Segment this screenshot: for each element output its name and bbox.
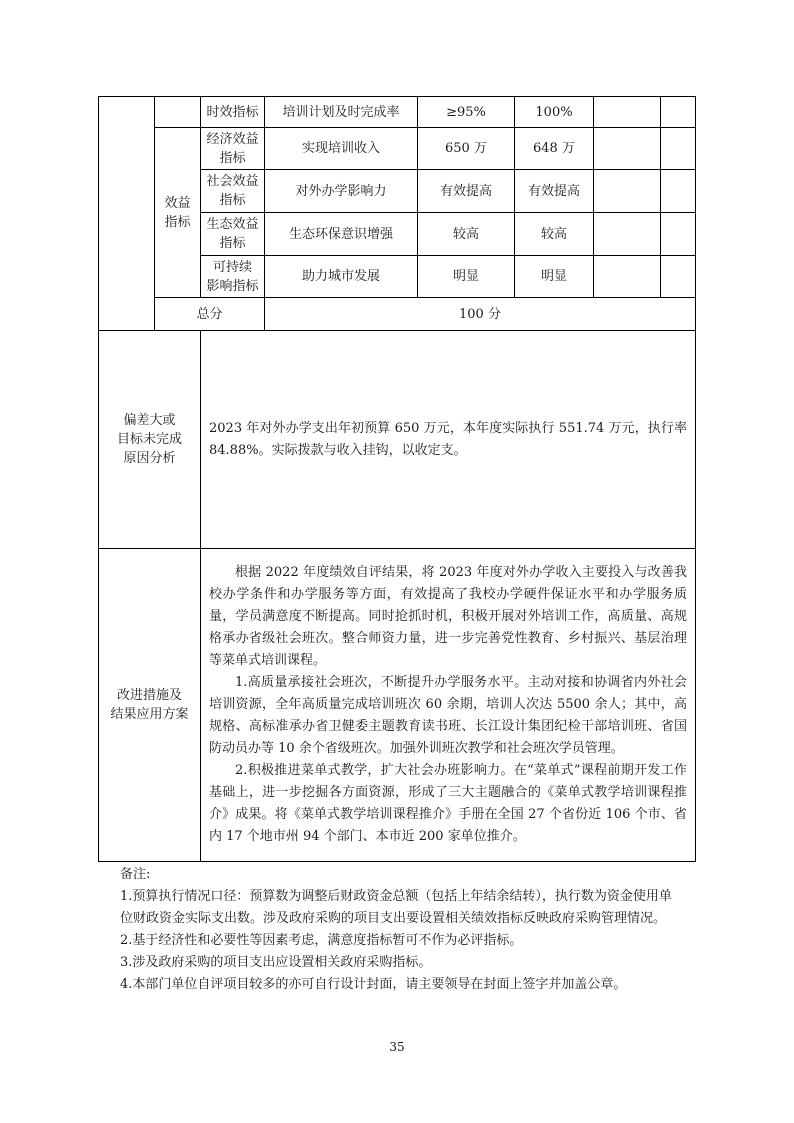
ecological-label: 生态效益 指标	[201, 213, 265, 256]
economic-label: 经济效益 指标	[201, 128, 265, 170]
sustainable-target: 明显	[418, 256, 515, 298]
ecological-target: 较高	[418, 213, 515, 256]
note-item: 3.涉及政府采购的项目支出应设置相关政府采购指标。	[120, 955, 432, 970]
social-target: 有效提高	[418, 170, 515, 213]
ecological-remark	[661, 213, 696, 256]
total-value: 100 分	[265, 298, 696, 331]
table-row-total	[99, 298, 696, 331]
timeliness-label: 时效指标	[201, 97, 265, 128]
improvement-paragraph: 1.高质量承接社会班次，不断提升办学服务水平。主动对接和协调省内外社会培训资源，全年高质量完成培训班次 60 余期，培训人次达 5500 余人；其中，高规格、高标准承办省卫健委主题教育读书班、长江设计集团纪检干部培训班、省国防动员办等 10 余个省级班次。加强外训班次教学和社会班次学员管理。	[209, 675, 687, 756]
benefit-group-label: 效益 指标	[155, 128, 201, 298]
table-row-improvement	[99, 549, 696, 862]
economic-remark	[661, 128, 696, 170]
economic-score	[594, 128, 661, 170]
note-item: 4.本部门单位自评项目较多的亦可自行设计封面，请主要领导在封面上签字并加盖公章。	[120, 977, 627, 992]
improvement-paragraph: 2.积极推进菜单式教学，扩大社会办班影响力。在“菜单式”课程前期开发工作基础上，进一步挖掘各方面资源，形成了三大主题融合的《菜单式教学培训课程推介》成果。将《菜单式教学培训课程推介》手册在全国 27 个省份近 106 个市、省内 17 个地市州 94 个部门、本市近 200 家单位推介。	[209, 763, 687, 844]
page-number: 35	[389, 1040, 405, 1054]
table-row-economic	[99, 128, 696, 170]
sustainable-label: 可持续 影响指标	[201, 256, 265, 298]
table-row-timeliness	[99, 97, 696, 128]
improvement-label: 改进措施及 结果应用方案	[99, 549, 201, 862]
ecological-score	[594, 213, 661, 256]
level1-empty-cell	[99, 97, 155, 331]
level2-empty-cell	[155, 97, 201, 128]
table-row-deviation	[99, 331, 696, 549]
sustainable-score	[594, 256, 661, 298]
economic-target: 650 万	[418, 128, 515, 170]
social-indicator: 对外办学影响力	[265, 170, 418, 213]
timeliness-score	[594, 97, 661, 128]
sustainable-actual: 明显	[515, 256, 594, 298]
deviation-text-cell	[201, 331, 696, 549]
deviation-text: 2023 年对外办学支出年初预算 650 万元，本年度实际执行 551.74 万元，执行率 84.88%。实际拨款与收入挂钩，以收定支。	[209, 420, 687, 458]
sustainable-remark	[661, 256, 696, 298]
ecological-actual: 较高	[515, 213, 594, 256]
notes-section	[120, 864, 680, 996]
social-score	[594, 170, 661, 213]
improvement-paragraph: 根据 2022 年度绩效自评结果，将 2023 年度对外办学收入主要投入与改善我校办学条件和办学服务等方面，有效提高了我校办学硬件保证水平和办学服务质量，学员满意度不断提高。同时抢抓时机，积极开展对外培训工作，高质量、高规格承办省级社会班次。整合师资力量，进一步完善党性教育、乡村振兴、基层治理等菜单式培训课程。	[209, 565, 687, 668]
social-actual: 有效提高	[515, 170, 594, 213]
deviation-label: 偏差大或 目标未完成 原因分析	[99, 331, 201, 549]
note-item: 1.预算执行情况口径：预算数为调整后财政资金总额（包括上年结余结转），执行数为资金使用单位财政资金实际支出数。涉及政府采购的项目支出要设置相关绩效指标反映政府采购管理情况。	[120, 889, 672, 926]
economic-indicator: 实现培训收入	[265, 128, 418, 170]
total-label: 总分	[155, 298, 265, 331]
timeliness-target: ≥95%	[418, 97, 515, 128]
performance-table	[98, 96, 696, 862]
ecological-indicator: 生态环保意识增强	[265, 213, 418, 256]
sustainable-indicator: 助力城市发展	[265, 256, 418, 298]
timeliness-indicator: 培训计划及时完成率	[265, 97, 418, 128]
social-remark	[661, 170, 696, 213]
notes-title: 备注:	[120, 867, 151, 882]
note-item: 2.基于经济性和必要性等因素考虑，满意度指标暂可不作为必评指标。	[120, 933, 523, 948]
timeliness-actual: 100%	[515, 97, 594, 128]
social-label: 社会效益 指标	[201, 170, 265, 213]
improvement-text-cell	[201, 549, 696, 862]
timeliness-remark	[661, 97, 696, 128]
economic-actual: 648 万	[515, 128, 594, 170]
